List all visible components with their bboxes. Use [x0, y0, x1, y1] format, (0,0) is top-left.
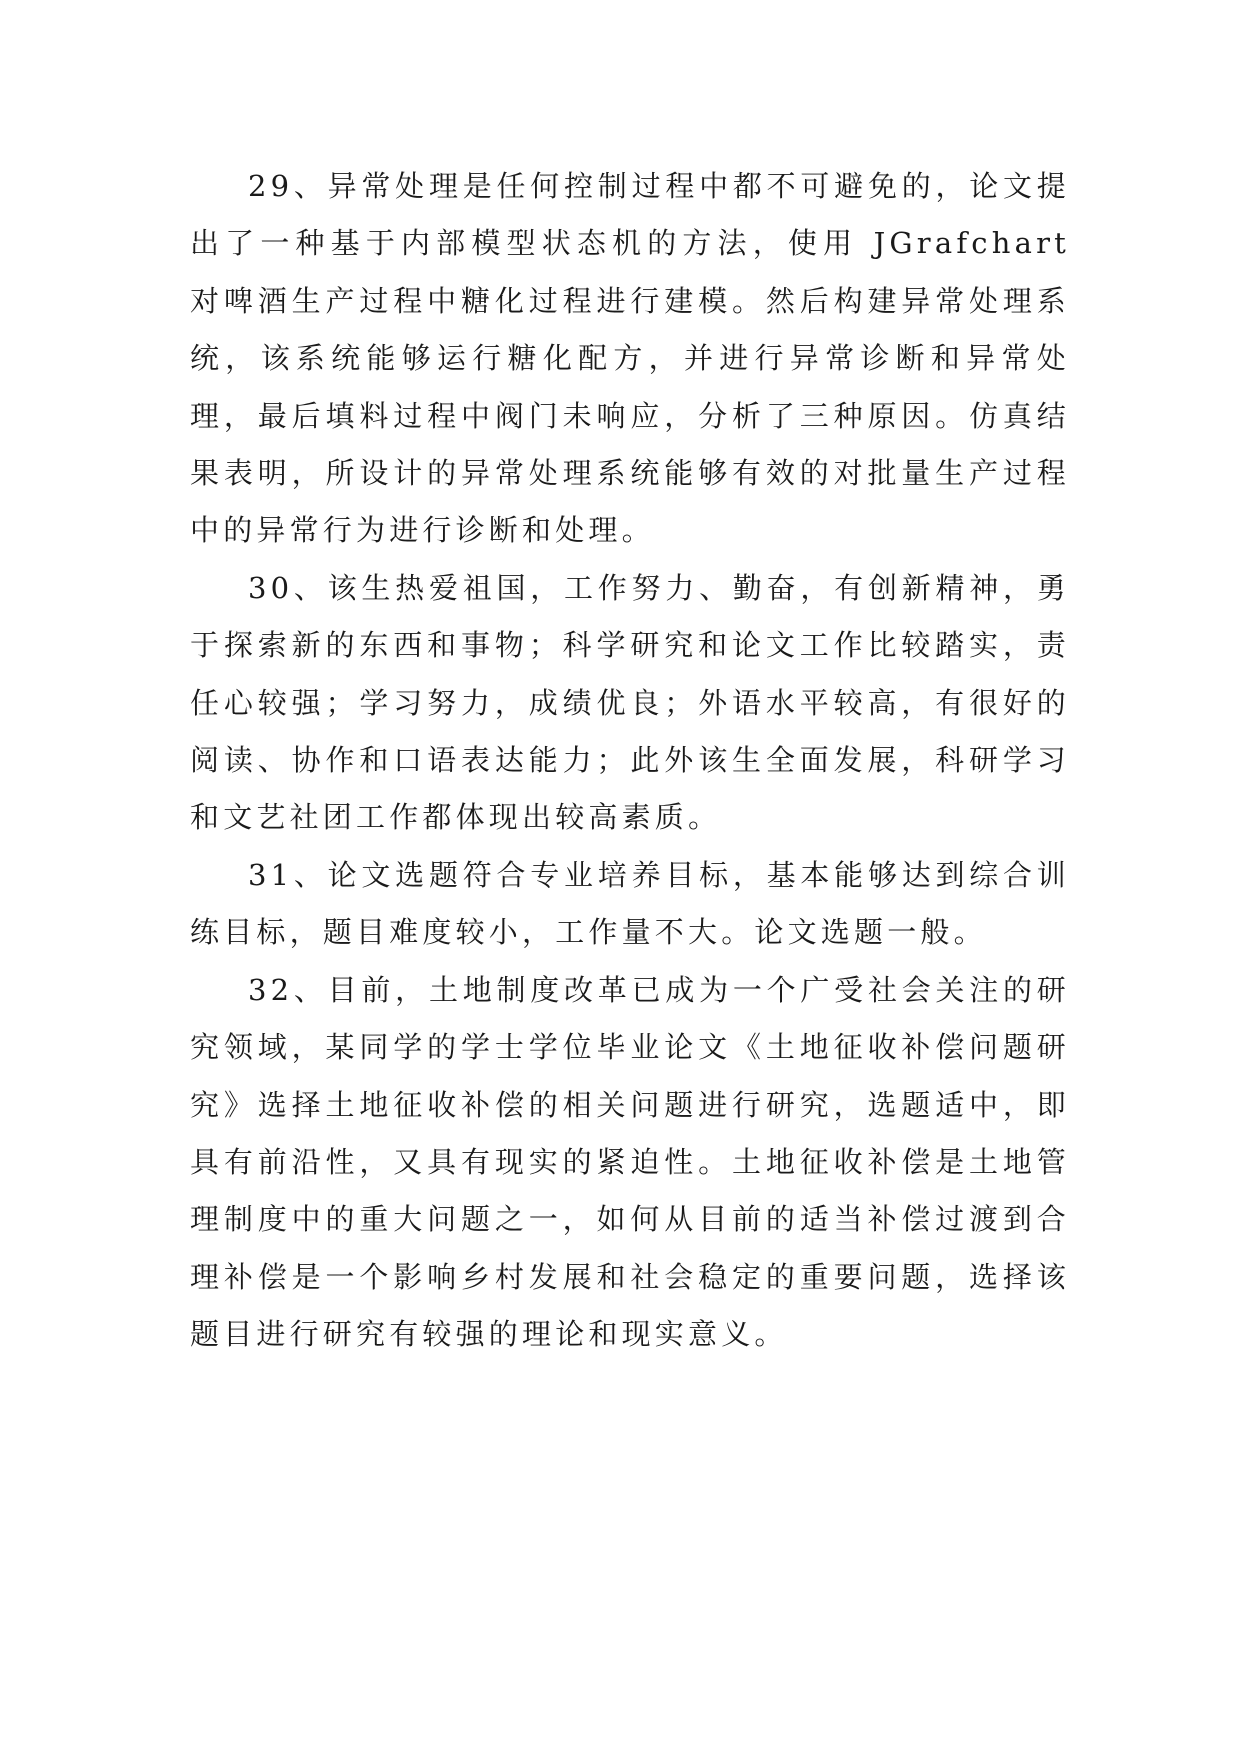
paragraph-30: 30、该生热爱祖国，工作努力、勤奋，有创新精神，勇于探索新的东西和事物；科学研究和论文工作比较踏实，责任心较强；学习努力，成绩优良；外语水平较高，有很好的阅读、协作和口语表达能力；此外该生全面发展，科研学习和文艺社团工作都体现出较高素质。 [190, 570, 1070, 835]
paragraph-29: 29、异常处理是任何控制过程中都不可避免的，论文提出了一种基于内部模型状态机的方法，使用 JGrafchart 对啤酒生产过程中糖化过程进行建模。然后构建异常处理系统，该系统能够运行糖化配方，并进行异常诊断和异常处理，最后填料过程中阀门未响应，分析了三种原因。仿真结果表明，所设计的异常处理系统能够有效的对批量生产过程中的异常行为进行诊断和处理。 [190, 169, 1070, 548]
document-body [190, 158, 1070, 1364]
paragraph-32: 32、目前，土地制度改革已成为一个广受社会关注的研究领域，某同学的学士学位毕业论文《土地征收补偿问题研究》选择土地征收补偿的相关问题进行研究，选题适中，即具有前沿性，又具有现实的紧迫性。土地征收补偿是土地管理制度中的重大问题之一，如何从目前的适当补偿过渡到合理补偿是一个影响乡村发展和社会稳定的重要问题，选择该题目进行研究有较强的理论和现实意义。 [190, 972, 1070, 1352]
paragraph-31: 31、论文选题符合专业培养目标，基本能够达到综合训练目标，题目难度较小，工作量不大。论文选题一般。 [190, 857, 1070, 950]
